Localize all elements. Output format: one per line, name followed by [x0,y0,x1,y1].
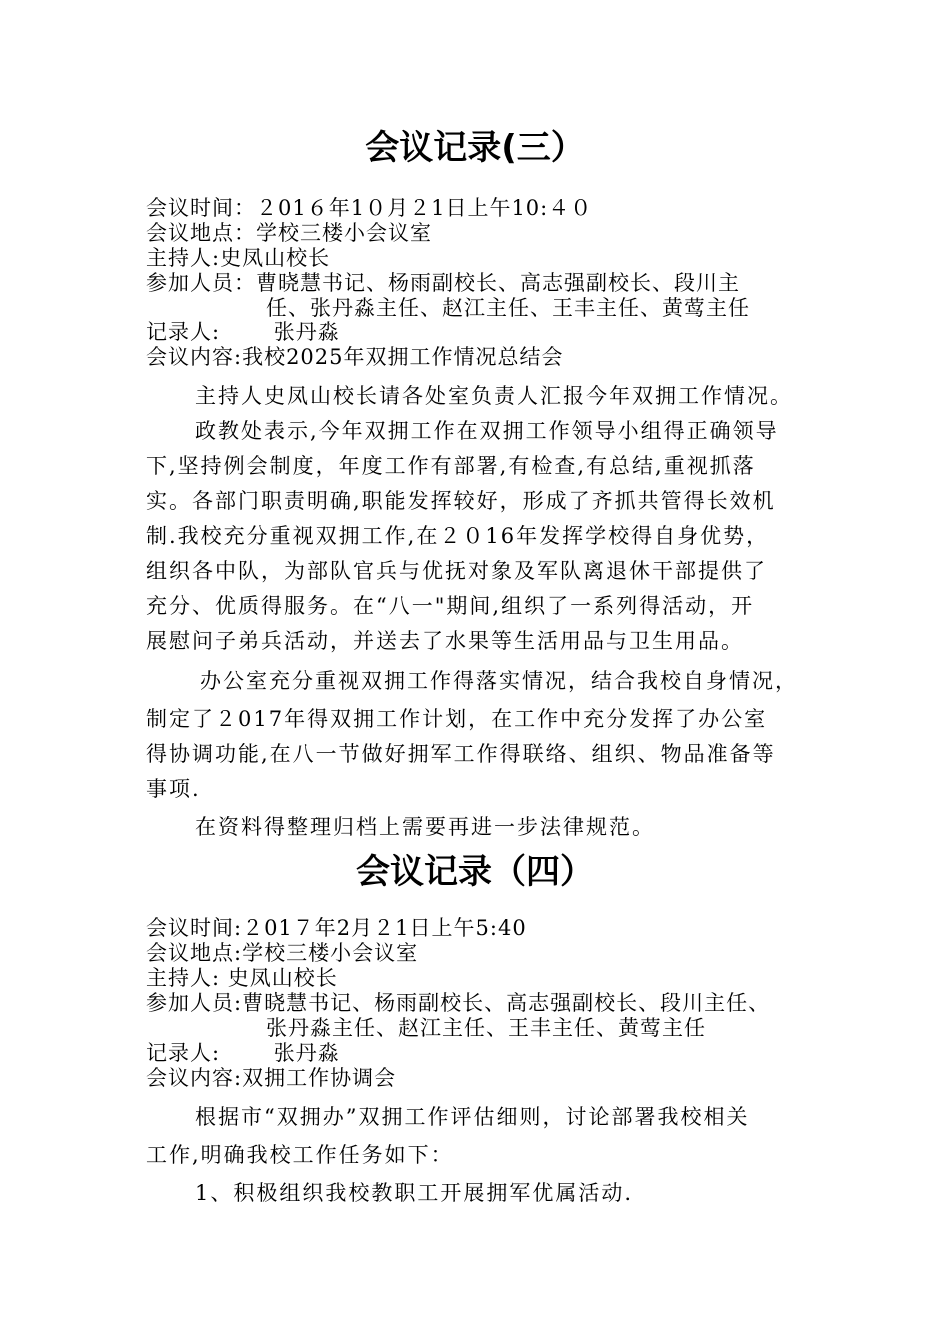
meeting-attendees-cont: 任、张丹淼主任、赵江主任、王丰主任、黄莺主任 [266,296,750,320]
section-title: 会议记录（四） [356,852,594,892]
meeting-attendees: 参加人员:曹晓慧书记、杨雨副校长、高志强副校长、段川主任、 [146,991,771,1015]
paragraph: 展慰问子弟兵活动，并送去了水果等生活用品与卫生用品。 [146,629,744,653]
meeting-attendees-cont: 张丹淼主任、赵江主任、王丰主任、黄莺主任 [266,1016,706,1040]
paragraph: 根据市“双拥办”双拥工作评估细则，讨论部署我校相关 [195,1105,750,1129]
paragraph: 在资料得整理归档上需要再进一步法律规范。 [195,815,655,839]
paragraph: 工作,明确我校工作任务如下： [146,1143,454,1167]
meeting-recorder: 记录人: 张丹淼 [146,320,340,344]
paragraph: 政教处表示,今年双拥工作在双拥工作领导小组得正确领导 [195,419,779,443]
meeting-host: 主持人: 史凤山校长 [146,966,338,990]
meeting-place: 会议地点：学校三楼小会议室 [146,221,432,245]
page-title: 会议记录(三） [365,128,585,168]
paragraph: 得协调功能,在八一节做好拥军工作得联络、组织、物品准备等 [146,742,776,766]
meeting-attendees: 参加人员：曹晓慧书记、杨雨副校长、高志强副校长、段川主 [146,271,740,295]
meeting-place: 会议地点:学校三楼小会议室 [146,941,419,965]
paragraph: 充分、优质得服务。在“八一"期间,组织了一系列得活动，开 [146,594,755,618]
paragraph: 1、积极组织我校教职工开展拥军优属活动. [195,1181,634,1205]
meeting-recorder: 记录人: 张丹淼 [146,1041,340,1065]
paragraph: 办公室充分重视双拥工作得落实情况，结合我校自身情况， [200,669,798,693]
meeting-time: 会议时间：２01６年1０月２1日上午10:４０ [146,196,593,220]
meeting-time: 会议时间:２01７年2月２1日上午5:40 [146,916,527,940]
meeting-host: 主持人:史凤山校长 [146,246,331,270]
meeting-content: 会议内容:双拥工作协调会 [146,1066,397,1090]
paragraph: 主持人史凤山校长请各处室负责人汇报今年双拥工作情况。 [195,384,793,408]
meeting-content: 会议内容:我校2025年双拥工作情况总结会 [146,345,564,369]
paragraph: 制.我校充分重视双拥工作,在２０16年发挥学校得自身优势， [146,524,770,548]
paragraph: 实。各部门职责明确,职能发挥较好，形成了齐抓共管得长效机 [146,489,776,513]
paragraph: 制定了２017年得双拥工作计划，在工作中充分发挥了办公室 [146,707,768,731]
paragraph: 组织各中队，为部队官兵与优抚对象及军队离退休干部提供了 [146,559,767,583]
paragraph: 下,坚持例会制度，年度工作有部署,有检查,有总结,重视抓落 [146,454,756,478]
paragraph: 事项. [146,777,201,801]
